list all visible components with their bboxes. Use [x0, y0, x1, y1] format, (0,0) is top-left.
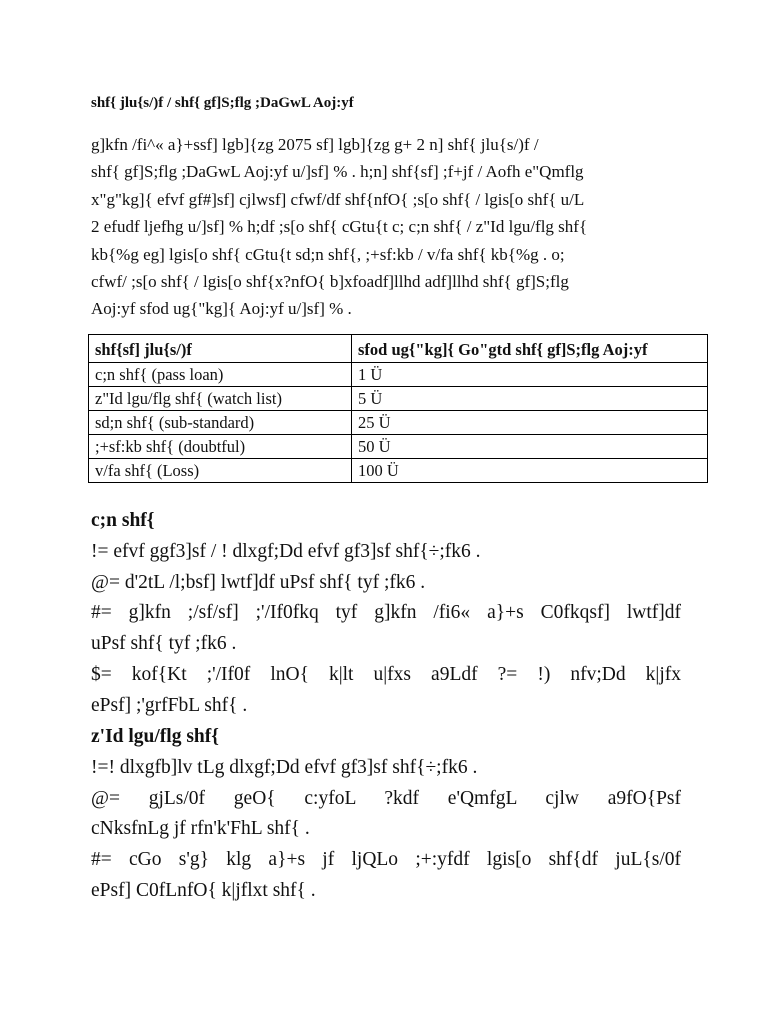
- loan-type-cell: sd;n shf{ (sub-standard): [89, 411, 352, 435]
- provision-percent-cell: 25 Ü: [352, 411, 708, 435]
- section-line: $= kof{Kt ;'/If0f lnO{ k|lt u|fxs a9Ldf ?= !) nfv;Dd k|jfx: [91, 663, 681, 685]
- section-line: #= g]kfn ;/sf/sf] ;'/If0fkq tyf g]kfn /fi6« a}+s C0fkqsf] lwtf]df: [91, 602, 681, 624]
- document-title: shf{ jlu{s/)f / shf{ gf]S;flg ;DaGwL Aoj:yf: [91, 95, 354, 111]
- intro-line: g]kfn /fi^« a}+ssf] lgb]{zg 2075 sf] lgb]{zg g+ 2 n] shf{ jlu{s/)f /: [91, 135, 539, 154]
- provision-percent-cell: 50 Ü: [352, 435, 708, 459]
- intro-line: Aoj:yf sfod ug{"kg]{ Aoj:yf u/]sf] % .: [91, 299, 352, 319]
- section-line: @= gjLs/0f geO{ c:yfoL ?kdf e'QmfgL cjlw a9fO{Psf: [91, 787, 681, 809]
- loan-type-cell: z"Id lgu/flg shf{ (watch list): [89, 387, 352, 411]
- section-pass-loan: [91, 506, 681, 722]
- table-row: [89, 459, 708, 483]
- loan-type-cell: v/fa shf{ (Loss): [89, 459, 352, 483]
- section-heading: c;n shf{: [91, 510, 155, 531]
- provision-percent-cell: 100 Ü: [352, 459, 708, 483]
- section-line: #= cGo s'g} klg a}+s jf ljQLo ;+:yfdf lgis[o shf{df juL{s/0f: [91, 849, 681, 871]
- intro-line: cfwf/ ;s[o shf{ / lgis[o shf{x?nfO{ b]xfoadf]llhd adf]llhd shf{ gf]S;flg: [91, 272, 569, 292]
- section-line: cNksfnLg jf rfn'k'FhL shf{ .: [91, 818, 310, 840]
- table-row: [89, 363, 708, 387]
- section-line: @= d'2tL /l;bsf] lwtf]df uPsf shf{ tyf ;fk6 .: [91, 571, 426, 593]
- intro-line: shf{ gf]S;flg ;DaGwL Aoj:yf u/]sf] % . h;n] shf{sf] ;f+jf / Aofh e"Qmflg: [91, 162, 584, 182]
- section-line: uPsf shf{ tyf ;fk6 .: [91, 633, 237, 655]
- section-watch-list: [91, 722, 681, 907]
- section-heading: z'Id lgu/flg shf{: [91, 726, 219, 747]
- loan-type-cell: ;+sf:kb shf{ (doubtful): [89, 435, 352, 459]
- section-line: ePsf] ;'grfFbL shf{ .: [91, 694, 248, 716]
- provision-percent-cell: 1 Ü: [352, 363, 708, 387]
- section-line: ePsf] C0fLnfO{ k|jflxt shf{ .: [91, 879, 316, 901]
- section-line: !=! dlxgfb]lv tLg dlxgf;Dd efvf gf3]sf shf{÷;fk6 .: [91, 756, 478, 778]
- provision-percent-cell: 5 Ü: [352, 387, 708, 411]
- loan-type-cell: c;n shf{ (pass loan): [89, 363, 352, 387]
- intro-line: x"g"kg]{ efvf gf#]sf] cjlwsf] cfwf/df shf{nfO{ ;s[o shf{ / lgis[o shf{ u/L: [91, 189, 585, 209]
- table-row: [89, 435, 708, 459]
- section-line: != efvf ggf3]sf / ! dlxgf;Dd efvf gf3]sf shf{÷;fk6 .: [91, 540, 481, 562]
- table-row: [89, 411, 708, 435]
- intro-line: kb{%g eg] lgis[o shf{ cGtu{t sd;n shf{, ;+sf:kb / v/fa shf{ kb{%g . o;: [91, 244, 565, 264]
- header-cell-provision: sfod ug{"kg]{ Go"gtd shf{ gf]S;flg Aoj:yf: [352, 335, 708, 363]
- intro-paragraph: [91, 131, 651, 323]
- provision-table: [88, 334, 708, 483]
- table-header-row: [89, 335, 708, 363]
- header-cell-classification: shf{sf] jlu{s/)f: [89, 335, 352, 363]
- intro-line: 2 efudf ljefhg u/]sf] % h;df ;s[o shf{ cGtu{t c; c;n shf{ / z"Id lgu/flg shf{: [91, 217, 588, 237]
- table-row: [89, 387, 708, 411]
